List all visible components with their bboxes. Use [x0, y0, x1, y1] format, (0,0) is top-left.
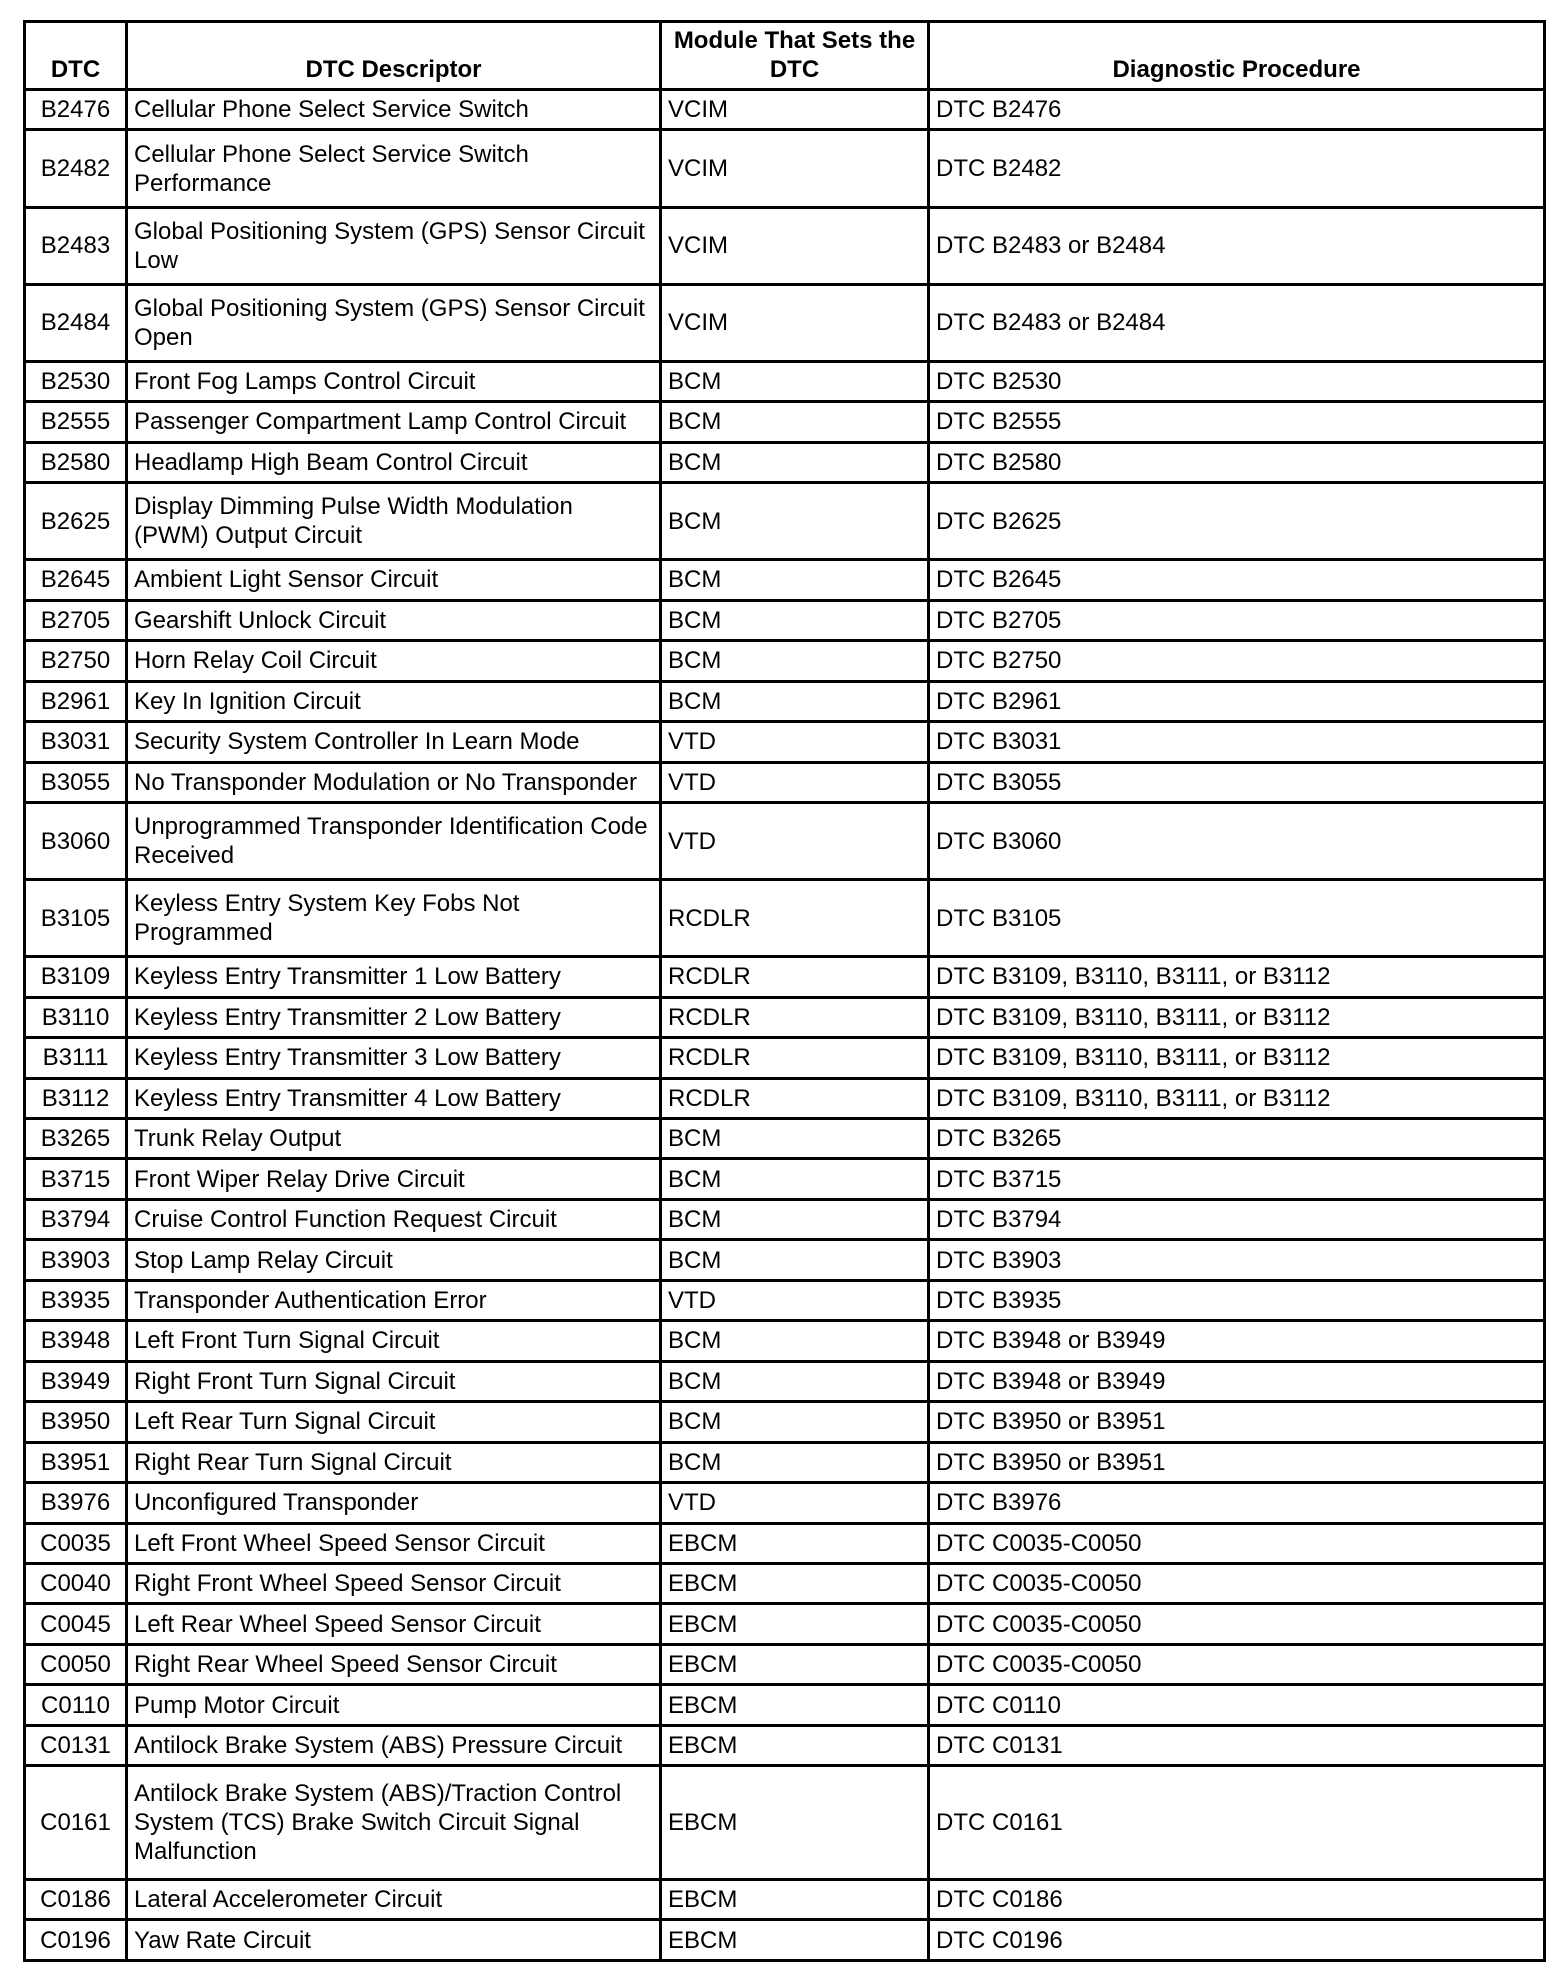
table-row: [25, 90, 1545, 130]
dtc-descriptor-cell: Lateral Accelerometer Circuit: [127, 1880, 661, 1920]
diagnostic-procedure-cell: DTC B3105: [929, 880, 1545, 957]
diagnostic-procedure-cell: DTC B3265: [929, 1119, 1545, 1159]
diagnostic-procedure-cell: DTC B3948 or B3949: [929, 1321, 1545, 1361]
dtc-code-cell: B3265: [25, 1119, 127, 1159]
table-row: [25, 483, 1545, 560]
dtc-descriptor-cell: Passenger Compartment Lamp Control Circuit: [127, 402, 661, 442]
diagnostic-procedure-cell: DTC B2483 or B2484: [929, 207, 1545, 284]
module-cell: BCM: [661, 1119, 929, 1159]
dtc-code-cell: B2705: [25, 600, 127, 640]
dtc-code-cell: B3109: [25, 957, 127, 997]
table-row: [25, 1078, 1545, 1118]
dtc-descriptor-cell: Unprogrammed Transponder Identification Code Received: [127, 802, 661, 879]
dtc-code-cell: B2484: [25, 284, 127, 361]
dtc-descriptor-cell: Global Positioning System (GPS) Sensor Circuit Open: [127, 284, 661, 361]
dtc-descriptor-cell: Global Positioning System (GPS) Sensor Circuit Low: [127, 207, 661, 284]
table-row: [25, 1725, 1545, 1765]
table-row: [25, 802, 1545, 879]
dtc-descriptor-cell: Antilock Brake System (ABS) Pressure Circuit: [127, 1725, 661, 1765]
dtc-descriptor-cell: Keyless Entry System Key Fobs Not Programmed: [127, 880, 661, 957]
dtc-descriptor-cell: Left Rear Wheel Speed Sensor Circuit: [127, 1604, 661, 1644]
module-cell: VTD: [661, 802, 929, 879]
dtc-descriptor-cell: Security System Controller In Learn Mode: [127, 722, 661, 762]
module-cell: RCDLR: [661, 1038, 929, 1078]
dtc-code-cell: B2476: [25, 90, 127, 130]
table-row: [25, 762, 1545, 802]
module-cell: EBCM: [661, 1523, 929, 1563]
dtc-code-cell: C0050: [25, 1644, 127, 1684]
dtc-code-cell: C0196: [25, 1920, 127, 1961]
diagnostic-procedure-cell: DTC B3950 or B3951: [929, 1442, 1545, 1482]
dtc-descriptor-cell: Keyless Entry Transmitter 3 Low Battery: [127, 1038, 661, 1078]
table-row: [25, 957, 1545, 997]
dtc-code-cell: C0045: [25, 1604, 127, 1644]
dtc-descriptor-cell: Gearshift Unlock Circuit: [127, 600, 661, 640]
dtc-descriptor-cell: Yaw Rate Circuit: [127, 1920, 661, 1961]
module-cell: BCM: [661, 641, 929, 681]
table-row: [25, 1199, 1545, 1239]
diagnostic-procedure-cell: DTC B3948 or B3949: [929, 1361, 1545, 1401]
table-row: [25, 1644, 1545, 1684]
header-descriptor: DTC Descriptor: [127, 22, 661, 90]
diagnostic-procedure-cell: DTC B2476: [929, 90, 1545, 130]
dtc-code-cell: B2580: [25, 442, 127, 482]
diagnostic-procedure-cell: DTC B3109, B3110, B3111, or B3112: [929, 997, 1545, 1037]
module-cell: BCM: [661, 560, 929, 600]
dtc-code-cell: B2483: [25, 207, 127, 284]
dtc-code-cell: B3948: [25, 1321, 127, 1361]
module-cell: RCDLR: [661, 1078, 929, 1118]
module-cell: RCDLR: [661, 880, 929, 957]
table-row: [25, 681, 1545, 721]
diagnostic-procedure-cell: DTC B3109, B3110, B3111, or B3112: [929, 1038, 1545, 1078]
dtc-code-cell: B2750: [25, 641, 127, 681]
table-row: [25, 1038, 1545, 1078]
dtc-code-cell: B2625: [25, 483, 127, 560]
diagnostic-procedure-cell: DTC B3935: [929, 1280, 1545, 1320]
module-cell: EBCM: [661, 1725, 929, 1765]
dtc-code-cell: B3949: [25, 1361, 127, 1401]
module-cell: EBCM: [661, 1920, 929, 1961]
dtc-descriptor-cell: Unconfigured Transponder: [127, 1483, 661, 1523]
dtc-descriptor-cell: Headlamp High Beam Control Circuit: [127, 442, 661, 482]
dtc-code-cell: B3105: [25, 880, 127, 957]
table-row: [25, 1685, 1545, 1725]
table-row: [25, 1119, 1545, 1159]
table-body: [25, 90, 1545, 1961]
module-cell: EBCM: [661, 1766, 929, 1880]
module-cell: VTD: [661, 1280, 929, 1320]
dtc-code-cell: B2961: [25, 681, 127, 721]
dtc-code-cell: B3794: [25, 1199, 127, 1239]
module-cell: BCM: [661, 483, 929, 560]
dtc-code-cell: C0131: [25, 1725, 127, 1765]
dtc-code-cell: B2645: [25, 560, 127, 600]
dtc-code-cell: B3031: [25, 722, 127, 762]
dtc-code-cell: B3950: [25, 1402, 127, 1442]
dtc-code-cell: B3935: [25, 1280, 127, 1320]
table-row: [25, 130, 1545, 207]
module-cell: BCM: [661, 442, 929, 482]
table-row: [25, 880, 1545, 957]
dtc-descriptor-cell: Antilock Brake System (ABS)/Traction Control System (TCS) Brake Switch Circuit Signal Malfunction: [127, 1766, 661, 1880]
diagnostic-procedure-cell: DTC C0035-C0050: [929, 1523, 1545, 1563]
table-row: [25, 284, 1545, 361]
dtc-descriptor-cell: Pump Motor Circuit: [127, 1685, 661, 1725]
dtc-code-cell: B3112: [25, 1078, 127, 1118]
dtc-descriptor-cell: Ambient Light Sensor Circuit: [127, 560, 661, 600]
table-row: [25, 1523, 1545, 1563]
module-cell: VCIM: [661, 90, 929, 130]
diagnostic-procedure-cell: DTC B3055: [929, 762, 1545, 802]
diagnostic-procedure-cell: DTC C0035-C0050: [929, 1563, 1545, 1603]
table-row: [25, 1321, 1545, 1361]
dtc-code-cell: B3715: [25, 1159, 127, 1199]
module-cell: EBCM: [661, 1644, 929, 1684]
dtc-descriptor-cell: Right Rear Wheel Speed Sensor Circuit: [127, 1644, 661, 1684]
dtc-descriptor-cell: Keyless Entry Transmitter 2 Low Battery: [127, 997, 661, 1037]
header-dtc: DTC: [25, 22, 127, 90]
dtc-code-cell: B3110: [25, 997, 127, 1037]
diagnostic-procedure-cell: DTC B3109, B3110, B3111, or B3112: [929, 1078, 1545, 1118]
dtc-descriptor-cell: Front Wiper Relay Drive Circuit: [127, 1159, 661, 1199]
diagnostic-procedure-cell: DTC B3976: [929, 1483, 1545, 1523]
diagnostic-procedure-cell: DTC C0035-C0050: [929, 1644, 1545, 1684]
diagnostic-procedure-cell: DTC B2645: [929, 560, 1545, 600]
dtc-descriptor-cell: Transponder Authentication Error: [127, 1280, 661, 1320]
module-cell: BCM: [661, 1321, 929, 1361]
dtc-code-cell: C0040: [25, 1563, 127, 1603]
diagnostic-procedure-cell: DTC B3060: [929, 802, 1545, 879]
diagnostic-procedure-cell: DTC B3715: [929, 1159, 1545, 1199]
module-cell: EBCM: [661, 1685, 929, 1725]
diagnostic-procedure-cell: DTC C0186: [929, 1880, 1545, 1920]
dtc-descriptor-cell: Keyless Entry Transmitter 4 Low Battery: [127, 1078, 661, 1118]
table-row: [25, 402, 1545, 442]
table-row: [25, 361, 1545, 401]
module-cell: VTD: [661, 1483, 929, 1523]
header-procedure: Diagnostic Procedure: [929, 22, 1545, 90]
dtc-code-cell: B3903: [25, 1240, 127, 1280]
module-cell: VTD: [661, 722, 929, 762]
diagnostic-procedure-cell: DTC C0196: [929, 1920, 1545, 1961]
dtc-descriptor-cell: Keyless Entry Transmitter 1 Low Battery: [127, 957, 661, 997]
dtc-descriptor-cell: Cruise Control Function Request Circuit: [127, 1199, 661, 1239]
diagnostic-procedure-cell: DTC B2580: [929, 442, 1545, 482]
dtc-code-cell: B3060: [25, 802, 127, 879]
dtc-descriptor-cell: Right Rear Turn Signal Circuit: [127, 1442, 661, 1482]
dtc-table: [23, 20, 1546, 1962]
module-cell: VCIM: [661, 284, 929, 361]
dtc-code-cell: B3111: [25, 1038, 127, 1078]
module-cell: BCM: [661, 1402, 929, 1442]
diagnostic-procedure-cell: DTC B2705: [929, 600, 1545, 640]
diagnostic-procedure-cell: DTC B2483 or B2484: [929, 284, 1545, 361]
dtc-descriptor-cell: Front Fog Lamps Control Circuit: [127, 361, 661, 401]
module-cell: RCDLR: [661, 957, 929, 997]
table-row: [25, 560, 1545, 600]
dtc-descriptor-cell: Cellular Phone Select Service Switch: [127, 90, 661, 130]
dtc-code-cell: B2530: [25, 361, 127, 401]
module-cell: BCM: [661, 1240, 929, 1280]
dtc-code-cell: B3055: [25, 762, 127, 802]
header-module: Module That Sets the DTC: [661, 22, 929, 90]
dtc-descriptor-cell: Trunk Relay Output: [127, 1119, 661, 1159]
dtc-code-cell: C0161: [25, 1766, 127, 1880]
dtc-descriptor-cell: Left Rear Turn Signal Circuit: [127, 1402, 661, 1442]
diagnostic-procedure-cell: DTC B3031: [929, 722, 1545, 762]
table-header: [25, 22, 1545, 90]
diagnostic-procedure-cell: DTC C0161: [929, 1766, 1545, 1880]
table-row: [25, 1402, 1545, 1442]
dtc-descriptor-cell: Cellular Phone Select Service Switch Performance: [127, 130, 661, 207]
dtc-descriptor-cell: Horn Relay Coil Circuit: [127, 641, 661, 681]
dtc-descriptor-cell: Stop Lamp Relay Circuit: [127, 1240, 661, 1280]
table-row: [25, 641, 1545, 681]
dtc-code-cell: C0035: [25, 1523, 127, 1563]
diagnostic-procedure-cell: DTC B3794: [929, 1199, 1545, 1239]
diagnostic-procedure-cell: DTC C0035-C0050: [929, 1604, 1545, 1644]
dtc-descriptor-cell: No Transponder Modulation or No Transponder: [127, 762, 661, 802]
dtc-descriptor-cell: Key In Ignition Circuit: [127, 681, 661, 721]
table-row: [25, 1159, 1545, 1199]
table-row: [25, 997, 1545, 1037]
table-row: [25, 1442, 1545, 1482]
dtc-descriptor-cell: Left Front Wheel Speed Sensor Circuit: [127, 1523, 661, 1563]
table-row: [25, 722, 1545, 762]
module-cell: EBCM: [661, 1604, 929, 1644]
table-row: [25, 600, 1545, 640]
diagnostic-procedure-cell: DTC C0131: [929, 1725, 1545, 1765]
table-row: [25, 1880, 1545, 1920]
table-row: [25, 1240, 1545, 1280]
diagnostic-procedure-cell: DTC B2555: [929, 402, 1545, 442]
table-row: [25, 207, 1545, 284]
table-row: [25, 1483, 1545, 1523]
module-cell: BCM: [661, 1361, 929, 1401]
dtc-descriptor-cell: Right Front Wheel Speed Sensor Circuit: [127, 1563, 661, 1603]
diagnostic-procedure-cell: DTC B3950 or B3951: [929, 1402, 1545, 1442]
module-cell: BCM: [661, 600, 929, 640]
table-row: [25, 1766, 1545, 1880]
header-row: [25, 22, 1545, 90]
diagnostic-procedure-cell: DTC B3903: [929, 1240, 1545, 1280]
table-row: [25, 1280, 1545, 1320]
diagnostic-procedure-cell: DTC B2625: [929, 483, 1545, 560]
dtc-descriptor-cell: Left Front Turn Signal Circuit: [127, 1321, 661, 1361]
diagnostic-procedure-cell: DTC B2961: [929, 681, 1545, 721]
dtc-code-cell: B2482: [25, 130, 127, 207]
module-cell: VTD: [661, 762, 929, 802]
module-cell: BCM: [661, 1442, 929, 1482]
module-cell: VCIM: [661, 207, 929, 284]
module-cell: BCM: [661, 361, 929, 401]
diagnostic-procedure-cell: DTC B2750: [929, 641, 1545, 681]
dtc-descriptor-cell: Right Front Turn Signal Circuit: [127, 1361, 661, 1401]
dtc-code-cell: B2555: [25, 402, 127, 442]
table-row: [25, 1604, 1545, 1644]
dtc-code-cell: C0186: [25, 1880, 127, 1920]
table-row: [25, 442, 1545, 482]
dtc-code-cell: C0110: [25, 1685, 127, 1725]
module-cell: BCM: [661, 1159, 929, 1199]
module-cell: EBCM: [661, 1563, 929, 1603]
diagnostic-procedure-cell: DTC B3109, B3110, B3111, or B3112: [929, 957, 1545, 997]
dtc-descriptor-cell: Display Dimming Pulse Width Modulation (PWM) Output Circuit: [127, 483, 661, 560]
diagnostic-procedure-cell: DTC C0110: [929, 1685, 1545, 1725]
diagnostic-procedure-cell: DTC B2530: [929, 361, 1545, 401]
table-row: [25, 1361, 1545, 1401]
module-cell: VCIM: [661, 130, 929, 207]
module-cell: EBCM: [661, 1880, 929, 1920]
module-cell: RCDLR: [661, 997, 929, 1037]
diagnostic-procedure-cell: DTC B2482: [929, 130, 1545, 207]
module-cell: BCM: [661, 402, 929, 442]
dtc-code-cell: B3951: [25, 1442, 127, 1482]
table-row: [25, 1563, 1545, 1603]
table-row: [25, 1920, 1545, 1961]
dtc-code-cell: B3976: [25, 1483, 127, 1523]
module-cell: BCM: [661, 1199, 929, 1239]
module-cell: BCM: [661, 681, 929, 721]
